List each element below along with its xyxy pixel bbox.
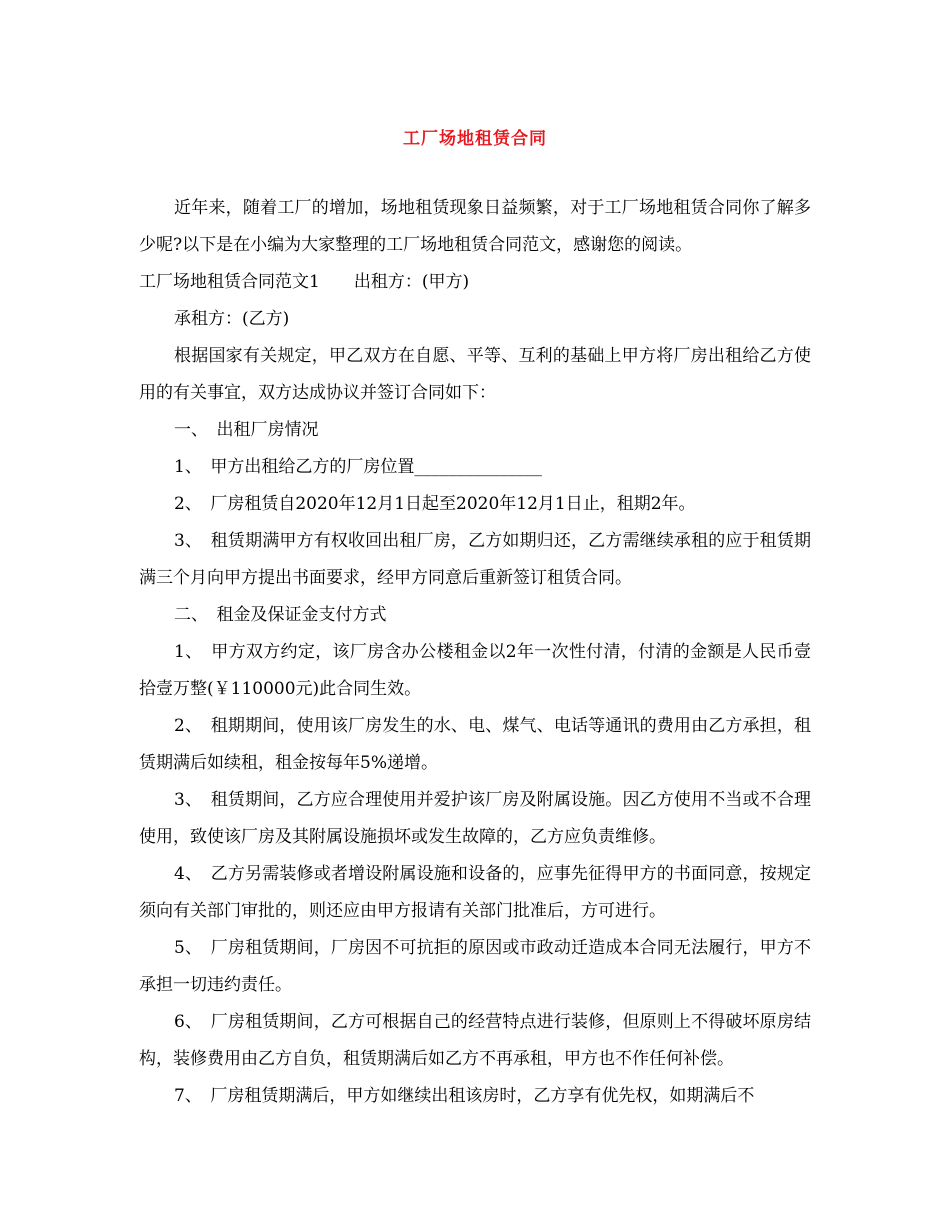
document-title: 工厂场地租赁合同: [403, 129, 547, 149]
clause-2-1: 1、 甲方双方约定，该厂房含办公楼租金以2年一次性付清，付清的金额是人民币壹拾壹万整(￥110000元)此合同生效。: [139, 642, 811, 699]
clause-1-2: 2、 厂房租赁自2020年12月1日起至2020年12月1日止，租期2年。: [174, 494, 696, 514]
clause-2-7: 7、 厂房租赁期满后，甲方如继续出租该房时，乙方享有优先权，如期满后不: [174, 1086, 755, 1106]
clause-2-2: 2、 租期期间，使用该厂房发生的水、电、煤气、电话等通讯的费用由乙方承担，租赁期满后如续租，租金按每年5%递增。: [139, 716, 811, 773]
clause-2-4: 4、 乙方另需装修或者增设附属设施和设备的，应事先征得甲方的书面同意，按规定须向有关部门审批的，则还应由甲方报请有关部门批准后，方可进行。: [139, 864, 811, 921]
clause-2-3: 3、 租赁期间，乙方应合理使用并爱护该厂房及附属设施。因乙方使用不当或不合理使用，致使该厂房及其附属设施损坏或发生故障的，乙方应负责维修。: [139, 790, 811, 847]
section-heading-1: 一、 出租厂房情况: [174, 420, 319, 440]
clause-2-6: 6、 厂房租赁期间，乙方可根据自己的经营特点进行装修，但原则上不得破坏原房结构，装修费用由乙方自负，租赁期满后如乙方不再承租，甲方也不作任何补偿。: [139, 1012, 811, 1069]
lessee-line: 承租方：(乙方): [174, 309, 290, 329]
intro-paragraph: 近年来，随着工厂的增加，场地租赁现象日益频繁，对于工厂场地租赁合同你了解多少呢?以下是在小编为大家整理的工厂场地租赁合同范文，感谢您的阅读。: [139, 198, 811, 255]
clause-2-5: 5、 厂房租赁期间，厂房因不可抗拒的原因或市政动迁造成本合同无法履行，甲方不承担一切违约责任。: [139, 938, 811, 995]
clause-1-3: 3、 租赁期满甲方有权收回出租厂房，乙方如期归还，乙方需继续承租的应于租赁期满三个月向甲方提出书面要求，经甲方同意后重新签订租赁合同。: [139, 531, 811, 588]
document-body: [139, 190, 811, 1115]
sample-heading-lessor: 工厂场地租赁合同范文1 出租方：(甲方): [139, 272, 470, 292]
section-heading-2: 二、 租金及保证金支付方式: [174, 605, 387, 625]
preamble-paragraph: 根据国家有关规定，甲乙双方在自愿、平等、互利的基础上甲方将厂房出租给乙方使用的有关事宜，双方达成协议并签订合同如下：: [139, 346, 811, 403]
clause-1-1: 1、 甲方出租给乙方的厂房位置_______________: [174, 457, 542, 477]
